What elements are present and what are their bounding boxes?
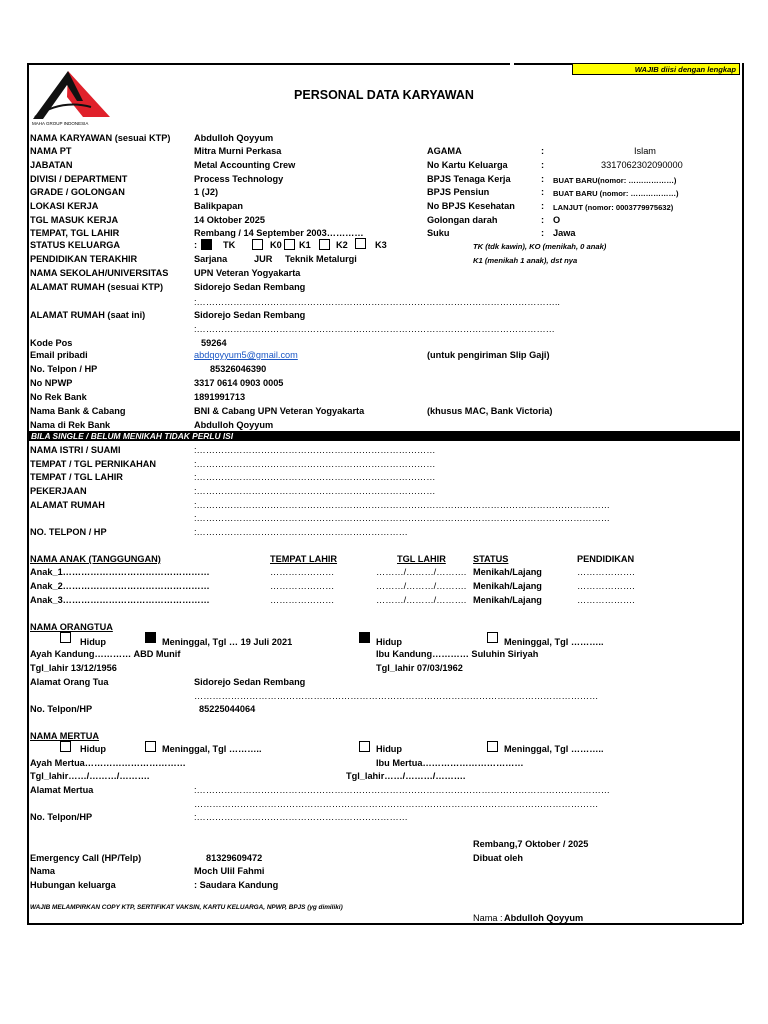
bank-name-value: BNI & Cabang UPN Veteran Yogyakarta	[194, 406, 365, 416]
signature-name: Abdulloh Qoyyum	[504, 913, 584, 923]
field-colon: :	[541, 160, 545, 170]
field-value: LANJUT (nomor: 0003779975632)	[553, 203, 674, 212]
spouse-job-label: PEKERJAAN	[30, 486, 87, 496]
field-label: TGL MASUK KERJA	[30, 215, 119, 225]
signature-name-label: Nama :	[473, 913, 503, 923]
emergency-name-label: Nama	[30, 866, 56, 876]
child-date: ………/………/……….	[376, 567, 467, 577]
top-border-right	[514, 63, 572, 65]
inlaws-address-dots-2: ……………………………………………………………………………………………………………………	[194, 799, 599, 809]
spouse-name-dots: :……………………………………………………………………	[194, 445, 436, 455]
emergency-phone-value: 81329609472	[206, 853, 263, 863]
children-header-status: STATUS	[473, 554, 509, 564]
parents-address-dots: ……………………………………………………………………………………………………………………	[194, 691, 599, 701]
education-major: Teknik Metalurgi	[285, 254, 357, 264]
mother-deceased-label: Meninggal, Tgl ………..	[504, 637, 604, 647]
field-colon: :	[541, 201, 545, 211]
npwp-label: No NPWP	[30, 378, 73, 388]
field-value: BUAT BARU (nomor: ………………)	[553, 189, 679, 198]
parents-phone-value: 85225044064	[199, 704, 256, 714]
spouse-dob-dots: :……………………………………………………………………	[194, 472, 436, 482]
field-label: JABATAN	[30, 160, 73, 170]
parents-address-label: Alamat Orang Tua	[30, 677, 109, 687]
field-value: Mitra Murni Perkasa	[194, 146, 282, 156]
school-value: UPN Veteran Yogyakarta	[194, 268, 301, 278]
field-value: 1 (J2)	[194, 187, 219, 197]
postal-code-value: 59264	[201, 338, 227, 348]
inlaw-father-name: Ayah Mertua……………………………	[30, 758, 186, 768]
field-value: BUAT BARU(nomor: ………………)	[553, 176, 677, 185]
emergency-relation-label: Hubungan keluarga	[30, 880, 116, 890]
school-label: NAMA SEKOLAH/UNIVERSITAS	[30, 268, 169, 278]
status-tk-label: TK	[223, 240, 236, 250]
field-label: TEMPAT, TGL LAHIR	[30, 228, 120, 238]
spouse-phone-dots: :……………………………………………………………	[194, 527, 408, 537]
field-value: Process Technology	[194, 174, 284, 184]
field-value: 3317062302090000	[601, 160, 683, 170]
phone-label: No. Telpon / HP	[30, 364, 98, 374]
account-holder-value: Abdulloh Qoyyum	[194, 420, 274, 430]
mother-dob: Tgl_lahir 07/03/1962	[376, 663, 463, 673]
father-name: Ayah Kandung………… ABD Munif	[30, 649, 181, 659]
father-dob: Tgl_lahir 13/12/1956	[30, 663, 117, 673]
field-label: No BPJS Kesehatan	[427, 201, 515, 211]
spouse-address-dots-2: :………………………………………………………………………………………………………………………	[194, 513, 610, 523]
child-name: Anak_2…………………………………………	[30, 581, 210, 591]
status-k3-checkbox[interactable]	[355, 238, 366, 249]
account-holder-label: Nama di Rek Bank	[30, 420, 111, 430]
spouse-dob-label: TEMPAT / TGL LAHIR	[30, 472, 123, 482]
field-colon: :	[541, 228, 545, 238]
inlaw-father-alive-checkbox[interactable]	[60, 741, 71, 752]
inlaw-mother-name: Ibu Mertua……………………………	[376, 758, 524, 768]
address-ktp-label: ALAMAT RUMAH (sesuai KTP)	[30, 282, 164, 292]
address-now-label: ALAMAT RUMAH (saat ini)	[30, 310, 146, 320]
child-edu: ……………….	[577, 581, 635, 591]
child-place: …………………	[270, 567, 335, 577]
emergency-relation-value: : Saudara Kandung	[194, 880, 279, 890]
inlaws-address-dots: :………………………………………………………………………………………………………………………	[194, 785, 610, 795]
marriage-dots: :……………………………………………………………………	[194, 459, 436, 469]
status-label: STATUS KELUARGA	[30, 240, 120, 250]
field-colon: :	[541, 174, 545, 184]
field-label: No Kartu Keluarga	[427, 160, 508, 170]
children-header-place: TEMPAT LAHIR	[270, 554, 338, 564]
bank-note: (khusus MAC, Bank Victoria)	[427, 406, 553, 416]
child-place: …………………	[270, 581, 335, 591]
child-date: ………/………/……….	[376, 595, 467, 605]
field-value: Metal Accounting Crew	[194, 160, 296, 170]
inlaws-phone-label: No. Telpon/HP	[30, 812, 93, 822]
field-colon: :	[541, 215, 545, 225]
field-value: Balikpapan	[194, 201, 244, 211]
spouse-job-dots: :……………………………………………………………………	[194, 486, 436, 496]
field-label: LOKASI KERJA	[30, 201, 99, 211]
phone-value: 85326046390	[210, 364, 267, 374]
field-value: Rembang / 14 September 2003…………	[194, 228, 364, 238]
marriage-label: TEMPAT / TGL PERNIKAHAN	[30, 459, 157, 469]
required-note: WAJIB diisi dengan lengkap	[572, 63, 740, 75]
logo-caption: MAHA GROUP INDONESIA	[32, 121, 89, 126]
bank-account-value: 1891991713	[194, 392, 246, 402]
children-header-education: PENDIDIKAN	[577, 554, 635, 564]
field-value: Islam	[634, 146, 656, 156]
child-date: ………/………/……….	[376, 581, 467, 591]
inlaw-father-dob: Tgl_lahir……/………/……….	[30, 771, 150, 781]
spouse-address-label: ALAMAT RUMAH	[30, 500, 105, 510]
child-place: …………………	[270, 595, 335, 605]
field-colon: :	[541, 187, 545, 197]
child-status: Menikah/Lajang	[473, 581, 542, 591]
children-header-date: TGL LAHIR	[397, 554, 446, 564]
status-k3-label: K3	[375, 240, 387, 250]
field-label: Suku	[427, 228, 450, 238]
inlaws-address-label: Alamat Mertua	[30, 785, 94, 795]
field-value: O	[553, 215, 561, 225]
inlaw-mother-deceased-label: Meninggal, Tgl ………..	[504, 744, 604, 754]
email-link[interactable]: abdqoyyum5@gmail.com	[194, 350, 298, 360]
field-colon: :	[541, 146, 545, 156]
attachment-footnote: WAJIB MELAMPIRKAN COPY KTP, SERTIFIKAT VAKSIN, KARTU KELUARGA, NPWP, BPJS (yg dimiliki)	[30, 904, 343, 911]
top-border-left	[27, 63, 510, 65]
inlaw-mother-dob: Tgl_lahir……/………/……….	[346, 771, 466, 781]
signature-place-date: Rembang,7 Oktober / 2025	[473, 839, 589, 849]
address-ktp-dots: :………………………………………………………………………………………………………..	[194, 297, 560, 307]
status-tk-checkbox[interactable]	[201, 239, 212, 250]
mother-deceased-checkbox[interactable]	[487, 632, 498, 643]
spouse-phone-label: NO. TELPON / HP	[30, 527, 107, 537]
inlaw-mother-deceased-checkbox[interactable]	[487, 741, 498, 752]
status-k1-checkbox[interactable]	[284, 239, 295, 250]
education-label: PENDIDIKAN TERAKHIR	[30, 254, 138, 264]
education-major-label: JUR	[254, 254, 273, 264]
status-k2-label: K2	[336, 240, 348, 250]
bottom-border	[27, 923, 742, 925]
page-title: PERSONAL DATA KARYAWAN	[294, 88, 474, 102]
npwp-value: 3317 0614 0903 0005	[194, 378, 284, 388]
field-label: NAMA KARYAWAN (sesuai KTP)	[30, 133, 171, 143]
inlaw-father-deceased-label: Meninggal, Tgl ………..	[162, 744, 262, 754]
email-note: (untuk pengiriman Slip Gaji)	[427, 350, 550, 360]
inlaw-mother-alive-checkbox[interactable]	[359, 741, 370, 752]
status-colon: :	[194, 240, 198, 250]
parents-title: NAMA ORANGTUA	[30, 622, 113, 632]
mother-alive-label: Hidup	[376, 637, 403, 647]
email-label: Email pribadi	[30, 350, 88, 360]
single-notice-bar: BILA SINGLE / BELUM MENIKAH TIDAK PERLU ISI	[29, 431, 740, 441]
child-status: Menikah/Lajang	[473, 567, 542, 577]
inlaw-father-alive-label: Hidup	[80, 744, 107, 754]
parents-phone-label: No. Telpon/HP	[30, 704, 93, 714]
bank-name-label: Nama Bank & Cabang	[30, 406, 126, 416]
address-ktp-value: Sidorejo Sedan Rembang	[194, 282, 306, 292]
field-label: BPJS Pensiun	[427, 187, 490, 197]
field-value: Abdulloh Qoyyum	[194, 133, 274, 143]
status-note-1: TK (tdk kawin), KO (menikah, 0 anak)	[473, 242, 607, 251]
status-note-2: K1 (menikah 1 anak), dst nya	[473, 256, 578, 265]
child-status: Menikah/Lajang	[473, 595, 542, 605]
field-label: NAMA PT	[30, 146, 72, 156]
emergency-phone-label: Emergency Call (HP/Telp)	[30, 853, 142, 863]
status-k0-checkbox[interactable]	[252, 239, 263, 250]
field-value: Jawa	[553, 228, 576, 238]
emergency-name-value: Moch Ulil Fahmi	[194, 866, 265, 876]
inlaw-father-deceased-checkbox[interactable]	[145, 741, 156, 752]
inlaws-title: NAMA MERTUA	[30, 731, 100, 741]
inlaws-phone-dots: :……………………………………………………………	[194, 812, 408, 822]
address-now-dots: :………………………………………………………………………………………………………	[194, 324, 555, 334]
child-name: Anak_1…………………………………………	[30, 567, 210, 577]
father-alive-label: Hidup	[80, 637, 107, 647]
father-deceased-checkbox[interactable]	[145, 632, 156, 643]
mother-alive-checkbox[interactable]	[359, 632, 370, 643]
address-now-value: Sidorejo Sedan Rembang	[194, 310, 306, 320]
field-label: BPJS Tenaga Kerja	[427, 174, 511, 184]
status-k0-label: K0	[270, 240, 282, 250]
field-value: 14 Oktober 2025	[194, 215, 265, 225]
bank-account-label: No Rek Bank	[30, 392, 87, 402]
parents-address-value: Sidorejo Sedan Rembang	[194, 677, 306, 687]
children-header-name: NAMA ANAK (TANGGUNGAN)	[30, 554, 161, 564]
status-k1-label: K1	[299, 240, 311, 250]
spouse-name-label: NAMA ISTRI / SUAMI	[30, 445, 121, 455]
field-label: AGAMA	[427, 146, 462, 156]
field-label: GRADE / GOLONGAN	[30, 187, 125, 197]
field-label: DIVISI / DEPARTMENT	[30, 174, 128, 184]
education-level: Sarjana	[194, 254, 228, 264]
status-k2-checkbox[interactable]	[319, 239, 330, 250]
mother-name: Ibu Kandung………… Suluhin Siriyah	[376, 649, 539, 659]
signature-made-by: Dibuat oleh	[473, 853, 524, 863]
spouse-address-dots: :………………………………………………………………………………………………………………………	[194, 500, 610, 510]
field-label: Golongan darah	[427, 215, 498, 225]
postal-code-label: Kode Pos	[30, 338, 73, 348]
child-edu: ……………….	[577, 595, 635, 605]
child-edu: ……………….	[577, 567, 635, 577]
father-alive-checkbox[interactable]	[60, 632, 71, 643]
father-deceased-label: Meninggal, Tgl … 19 Juli 2021	[162, 637, 293, 647]
child-name: Anak_3…………………………………………	[30, 595, 210, 605]
inlaw-mother-alive-label: Hidup	[376, 744, 403, 754]
